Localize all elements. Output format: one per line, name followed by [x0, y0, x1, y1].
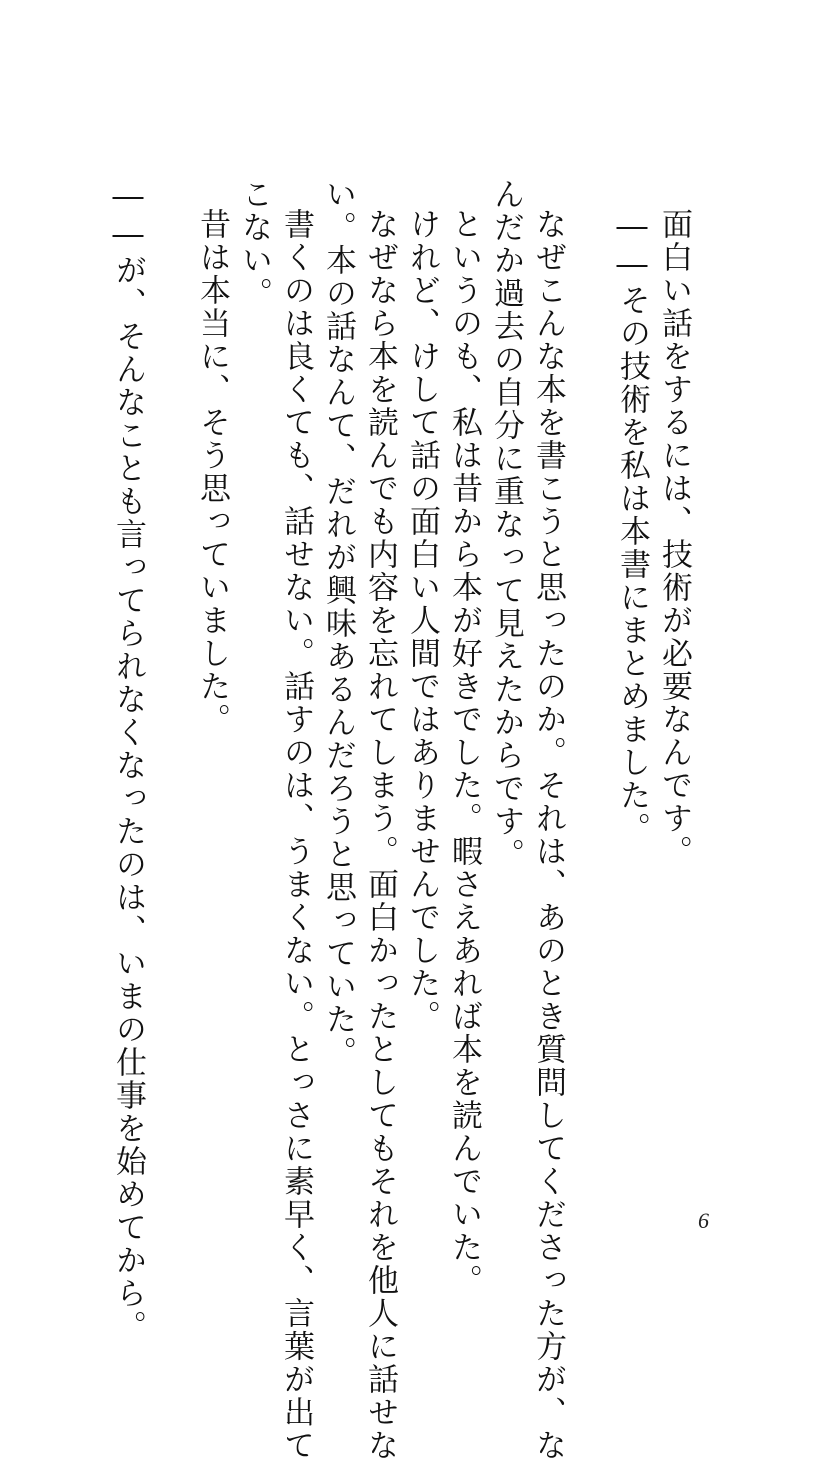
paragraph-gap	[569, 178, 611, 179]
text-line: んだか過去の自分に重なって見えたからです。	[488, 178, 524, 871]
text-line: 昔は本当に、そう思っていました。	[194, 208, 230, 736]
text-line: なぜなら本を読んでも内容を忘れてしまう。面白かったとしてもそれを他人に話せな	[362, 208, 398, 1462]
text-line: ――その技術を私は本書にまとめました。	[614, 208, 650, 845]
text-line: い。本の話なんて、だれが興味あるんだろうと思っていた。	[320, 178, 356, 1069]
text-line: というのも、私は昔から本が好きでした。暇さえあれば本を読んでいた。	[446, 208, 482, 1297]
text-line: けれど、けして話の面白い人間ではありませんでした。	[404, 208, 440, 1033]
text-line: こない。	[236, 178, 272, 310]
text-line: 書くのは良くても、話せない。話すのは、うまくない。とっさに素早く、言葉が出て	[278, 208, 314, 1462]
text-line: 面白い話をするには、技術が必要なんです。	[656, 208, 692, 868]
text-line: ――が、そんなことも言ってられなくなったのは、いまの仕事を始めてから。	[110, 178, 146, 1343]
paragraph-gap	[149, 178, 191, 179]
text-line: なぜこんな本を書こうと思ったのか。それは、あのとき質問してくださった方が、な	[530, 208, 566, 1462]
page-number: 6	[698, 1208, 709, 1233]
vertical-text-body	[107, 178, 695, 1462]
